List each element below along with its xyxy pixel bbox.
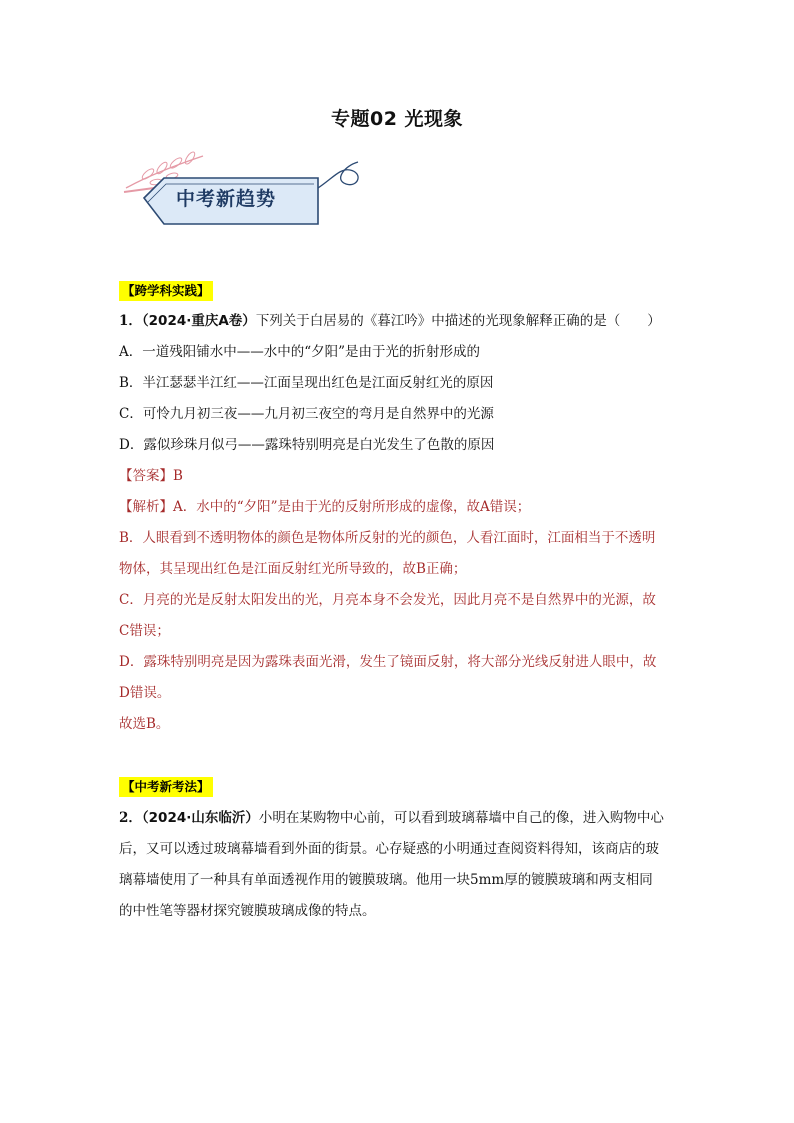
banner-label: 中考新趋势 (176, 188, 277, 210)
page-title: 专题02 光现象 (330, 108, 464, 130)
question-text-line: 后，又可以透过玻璃幕墙看到外面的街景。心存疑惑的小明通过查阅资料得知，该商店的玻 (119, 841, 659, 857)
conclusion-line: 故选B。 (119, 716, 170, 732)
question-text: 小明在某购物中心前，可以看到玻璃幕墙中自己的像，进入购物中心 (258, 810, 664, 826)
answer-line (119, 466, 679, 486)
analysis-line: 物体，其呈现出红色是江面反射红光所导致的，故B正确； (119, 561, 467, 577)
question-text: 下列关于白居易的《暮江吟》中描述的光现象解释正确的是（ ） (255, 313, 661, 329)
question-text-line: 璃幕墙使用了一种具有单面透视作用的镀膜玻璃。他用一块5mm厚的镀膜玻璃和两支相同 (119, 872, 653, 888)
analysis-line: B．人眼看到不透明物体的颜色是物体所反射的光的颜色，人看江面时，江面相当于不透明 (119, 530, 656, 546)
section-tag-new-method: 【中考新考法】 (119, 777, 213, 797)
question-number: 1． (119, 313, 142, 329)
question-number: 2． (119, 810, 142, 826)
analysis-line: D错误。 (119, 685, 171, 701)
question-text-line: 的中性笔等器材探究镀膜玻璃成像的特点。 (119, 903, 376, 919)
option-c: C．可怜九月初三夜——九月初三夜空的弯月是自然界中的光源 (119, 406, 494, 422)
analysis-line: C错误； (119, 623, 170, 639)
question-2-stem (119, 808, 679, 828)
option-b: B．半江瑟瑟半江红——江面呈现出红色是江面反射红光的原因 (119, 375, 494, 391)
option-a: A．一道残阳铺水中——水中的“夕阳”是由于光的折射形成的 (119, 344, 481, 360)
answer-value: B (173, 468, 183, 484)
question-source: （2024·山东临沂） (141, 810, 259, 826)
question-1-stem (119, 311, 679, 331)
section-tag-interdisciplinary: 【跨学科实践】 (119, 281, 213, 301)
analysis-line (119, 497, 679, 517)
analysis-label: 【解析】 (119, 499, 173, 515)
analysis-text: A．水中的“夕阳”是由于光的反射所形成的虚像，故A错误； (173, 499, 531, 515)
analysis-line: D．露珠特别明亮是因为露珠表面光滑，发生了镜面反射，将大部分光线反射进人眼中，故 (119, 654, 657, 670)
trend-banner (118, 148, 368, 236)
answer-label: 【答案】 (119, 468, 173, 484)
option-d: D．露似珍珠月似弓——露珠特别明亮是白光发生了色散的原因 (119, 437, 495, 453)
question-source: （2024·重庆A卷） (141, 313, 256, 329)
analysis-line: C．月亮的光是反射太阳发出的光，月亮本身不会发光，因此月亮不是自然界中的光源，故 (119, 592, 656, 608)
